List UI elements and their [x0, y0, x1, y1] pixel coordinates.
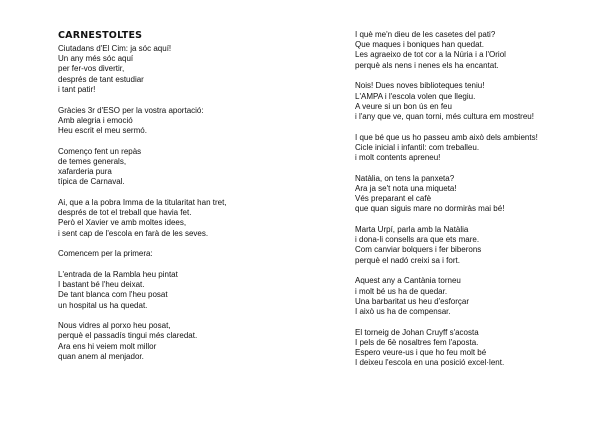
verse-line: i molt bé us ha de quedar. [355, 286, 448, 296]
stanza [355, 174, 595, 215]
verse-line: Però el Xavier ve amb moltes idees, [58, 218, 187, 228]
verse-line: El torneig de Johan Cruyff s'acosta [355, 327, 479, 337]
verse-line: i molt contents apreneu! [355, 153, 441, 163]
stanza [355, 276, 595, 317]
verse-line: Amb alegria i emoció [58, 115, 133, 125]
verse-line: Nois! Dues noves biblioteques teniu! [355, 81, 485, 91]
document-title: CARNESTOLTES [58, 30, 143, 41]
verse-line: Aquest any a Cantània torneu [355, 276, 461, 286]
verse-line: Espero veure-us i que ho feu molt bé [355, 348, 487, 358]
verse-line: Comencem per la primera: [58, 249, 153, 259]
verse-line: L'entrada de la Rambla heu pintat [58, 269, 178, 279]
verse-line: i sent cap de l'escola en farà de les seves. [58, 228, 209, 238]
right-stanzas [355, 30, 595, 368]
verse-line: I deixeu l'escola en una posició excel·lent. [355, 358, 505, 368]
verse-line: quan anem al menjador. [58, 351, 144, 361]
verse-line: Ara ja se't nota una miqueta! [355, 183, 457, 193]
verse-line: un hospital us ha quedat. [58, 300, 148, 310]
verse-line: Marta Urpí, parla amb la Natàlia [355, 225, 469, 235]
verse-line: i tant patir! [58, 84, 96, 94]
verse-line: Començo fent un repàs [58, 146, 142, 156]
verse-line: I bastant bé l'heu deixat. [58, 280, 145, 290]
verse-line: de temes generals, [58, 156, 127, 166]
stanza [355, 81, 595, 122]
stanza [355, 328, 595, 369]
right-column [355, 30, 595, 379]
left-stanzas [58, 44, 308, 362]
verse-line: I què me'n dieu de les casetes del pati? [355, 30, 496, 39]
verse-line: Una barbaritat us heu d'esforçar [355, 296, 470, 306]
stanza [58, 270, 308, 311]
verse-line: Nous vidres al porxo heu posat, [58, 321, 171, 331]
stanza [58, 321, 308, 362]
verse-line: Ciutadans d'El Cim: ja sóc aquí! [58, 44, 172, 53]
verse-line: Vés preparant el cafè [355, 194, 432, 204]
verse-line: per fer-vos divertir, [58, 64, 125, 74]
verse-line: Com canviar bolquers i fer biberons [355, 245, 482, 255]
verse-line: Gràcies 3r d'ESO per la vostra aportació: [58, 105, 204, 115]
verse-line: De tant blanca com l'heu posat [58, 290, 168, 300]
verse-line: després de tant estudiar [58, 74, 144, 84]
verse-line: Heu escrit el meu sermó. [58, 125, 147, 135]
verse-line: I que bé que us ho passeu amb això dels ambients! [355, 132, 538, 142]
stanza [355, 225, 595, 266]
verse-line: Un any més sóc aquí [58, 54, 134, 64]
verse-line: i dona-li consells ara que ets mare. [355, 235, 480, 245]
verse-line: que quan siguis mare no dormiràs mai bé! [355, 204, 505, 214]
verse-line: L'AMPA i l'escola volen que llegiu. [355, 91, 476, 101]
stanza [58, 198, 308, 239]
verse-line: I pels de 6è nosaltres fem l'aposta. [355, 337, 479, 347]
verse-line: i l'any que ve, quan torni, més cultura em mostreu! [355, 111, 534, 121]
stanza [58, 249, 308, 259]
left-column [58, 30, 308, 373]
verse-line: Cicle inicial i infantil: com treballeu. [355, 142, 480, 152]
verse-line: xafarderia pura [58, 167, 112, 177]
verse-line: Que maques i boniques han quedat. [355, 40, 484, 50]
verse-line: A veure si un bon ús en feu [355, 101, 452, 111]
verse-line: Les agraeixo de tot cor a la Núria i a l'Oriol [355, 50, 506, 60]
verse-line: perquè el nadó creixi sa i fort. [355, 255, 460, 265]
stanza [58, 44, 308, 95]
verse-line: perquè als nens i nenes els ha encantat. [355, 60, 499, 70]
stanza [355, 133, 595, 164]
stanza [58, 147, 308, 188]
verse-line: Natàlia, on tens la panxeta? [355, 173, 455, 183]
verse-line: després de tot el treball que havia fet. [58, 208, 192, 218]
verse-line: Ara ens hi veiem molt millor [58, 341, 157, 351]
verse-line: Ai, que a la pobra Imma de la titularitat han tret, [58, 197, 227, 207]
verse-line: perquè el passadís tingui més claredat. [58, 331, 198, 341]
verse-line: típica de Carnaval. [58, 177, 125, 187]
stanza [58, 106, 308, 137]
verse-line: I això us ha de compensar. [355, 306, 451, 316]
stanza [355, 30, 595, 71]
